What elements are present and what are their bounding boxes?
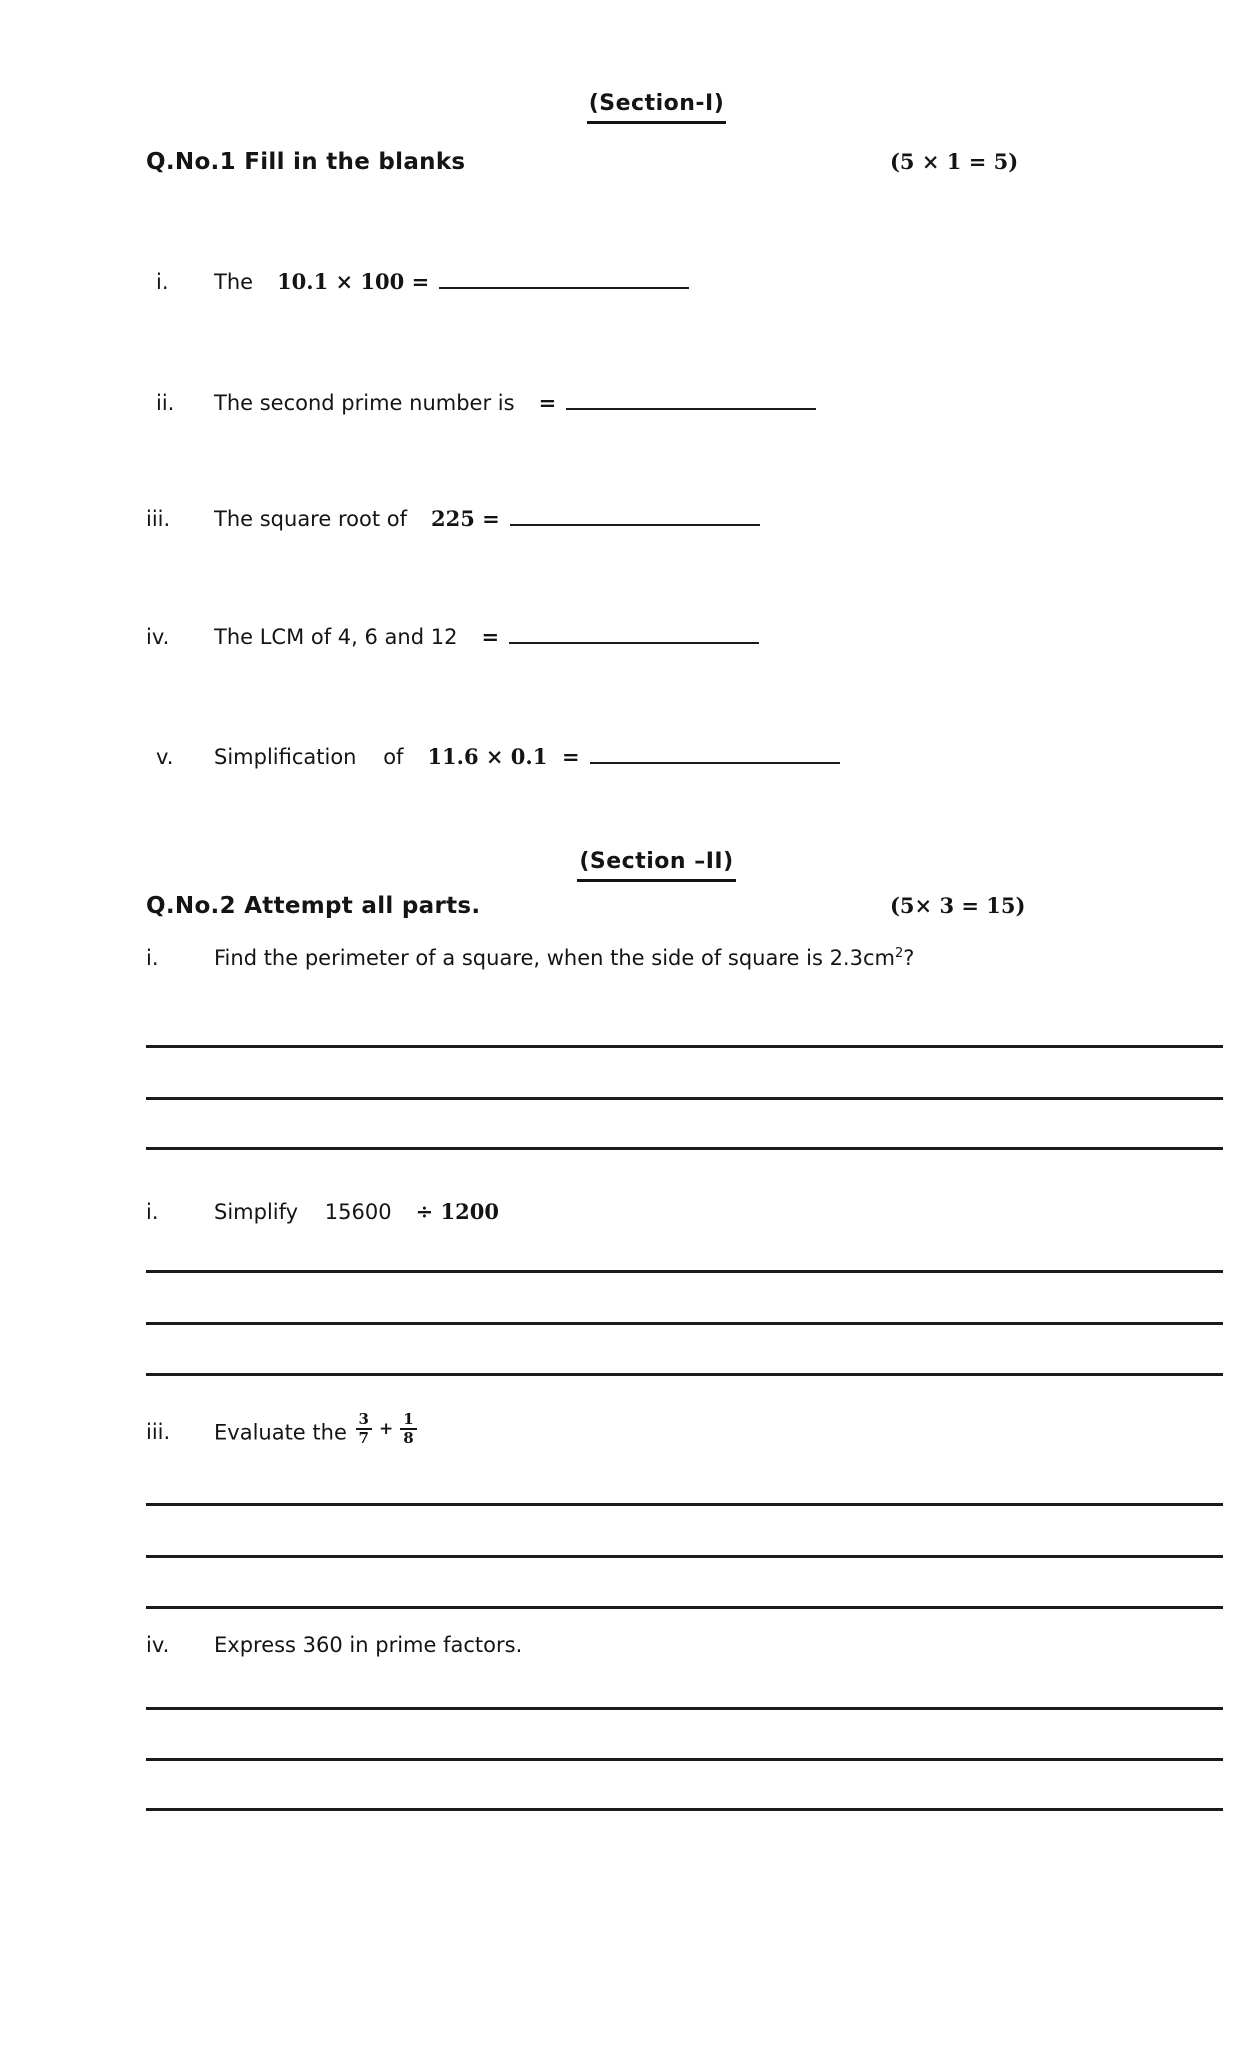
answer-blank bbox=[566, 386, 816, 410]
answer-line bbox=[146, 1097, 1223, 1100]
answer-line bbox=[146, 1322, 1223, 1325]
item-text: The bbox=[214, 270, 254, 294]
item-number: v. bbox=[156, 745, 174, 769]
item-math: 11.6 × 0.1 = bbox=[427, 744, 580, 769]
q2-marks: (5× 3 = 15) bbox=[890, 893, 1026, 918]
q1-item-v bbox=[146, 740, 1223, 771]
item-math: 225 = bbox=[430, 506, 500, 531]
fraction-numerator: 3 bbox=[358, 1410, 369, 1428]
plus-operator: + bbox=[378, 1419, 394, 1440]
q1-item-iii bbox=[146, 502, 1223, 533]
q1-item-iv bbox=[146, 620, 1223, 651]
item-number: ii. bbox=[156, 391, 175, 415]
question-text-tail: ? bbox=[903, 946, 915, 970]
fraction bbox=[356, 1411, 372, 1448]
section2-title-row bbox=[118, 848, 1195, 882]
q2-heading-row bbox=[146, 892, 1223, 922]
answer-blank bbox=[439, 265, 689, 289]
item-text: Simplification of bbox=[214, 745, 404, 769]
item-number: i. bbox=[146, 1200, 159, 1224]
item-text: The second prime number is bbox=[214, 391, 515, 415]
q2-item-evaluate bbox=[146, 1410, 1223, 1452]
q1-marks: (5 × 1 = 5) bbox=[890, 149, 1019, 174]
answer-line bbox=[146, 1707, 1223, 1710]
section1-title: (Section-I) bbox=[587, 90, 727, 124]
superscript-exponent: 2 bbox=[894, 946, 904, 961]
fraction-denominator: 8 bbox=[400, 1428, 416, 1447]
fraction bbox=[400, 1411, 416, 1448]
answer-blank bbox=[590, 740, 840, 764]
answer-line bbox=[146, 1270, 1223, 1273]
item-math: ÷ 1200 bbox=[415, 1199, 499, 1224]
answer-line bbox=[146, 1045, 1223, 1048]
q2-item-simplify bbox=[146, 1198, 1223, 1226]
q2-heading: Q.No.2 Attempt all parts. bbox=[146, 893, 481, 919]
fraction-denominator: 7 bbox=[356, 1428, 372, 1447]
q2-item-factors bbox=[146, 1632, 1223, 1659]
q1-heading-row bbox=[146, 148, 1223, 178]
item-number: iii. bbox=[146, 507, 171, 531]
item-math: = bbox=[481, 624, 500, 649]
item-number: iv. bbox=[146, 1633, 170, 1657]
item-number: iii. bbox=[146, 1420, 171, 1445]
answer-line bbox=[146, 1758, 1223, 1761]
section2-title: (Section –II) bbox=[577, 848, 735, 882]
q2-item-perimeter bbox=[146, 945, 1223, 972]
item-math: 10.1 × 100 = bbox=[277, 269, 430, 294]
item-number: iv. bbox=[146, 625, 170, 649]
section1-title-row bbox=[118, 90, 1195, 124]
question-text: Simplify 15600 bbox=[214, 1200, 392, 1224]
question-text: Express 360 in prime factors. bbox=[214, 1633, 523, 1657]
question-text-main: Find the perimeter of a square, when the side of square is 2.3cm bbox=[214, 946, 895, 970]
question-text: Evaluate the bbox=[214, 1420, 354, 1445]
fraction-numerator: 1 bbox=[403, 1410, 414, 1428]
item-number: i. bbox=[156, 270, 169, 294]
answer-line bbox=[146, 1147, 1223, 1150]
answer-line bbox=[146, 1555, 1223, 1558]
item-number: i. bbox=[146, 946, 159, 970]
answer-blank bbox=[509, 620, 759, 644]
answer-line bbox=[146, 1373, 1223, 1376]
item-math: = bbox=[538, 390, 557, 415]
q1-item-ii bbox=[146, 386, 1223, 417]
answer-line bbox=[146, 1808, 1223, 1811]
answer-blank bbox=[510, 502, 760, 526]
q1-item-i bbox=[146, 265, 1223, 296]
item-text: The square root of bbox=[214, 507, 407, 531]
question-text bbox=[214, 946, 914, 970]
answer-line bbox=[146, 1606, 1223, 1609]
q1-heading: Q.No.1 Fill in the blanks bbox=[146, 149, 466, 175]
item-text: The LCM of 4, 6 and 12 bbox=[214, 625, 458, 649]
answer-line bbox=[146, 1503, 1223, 1506]
